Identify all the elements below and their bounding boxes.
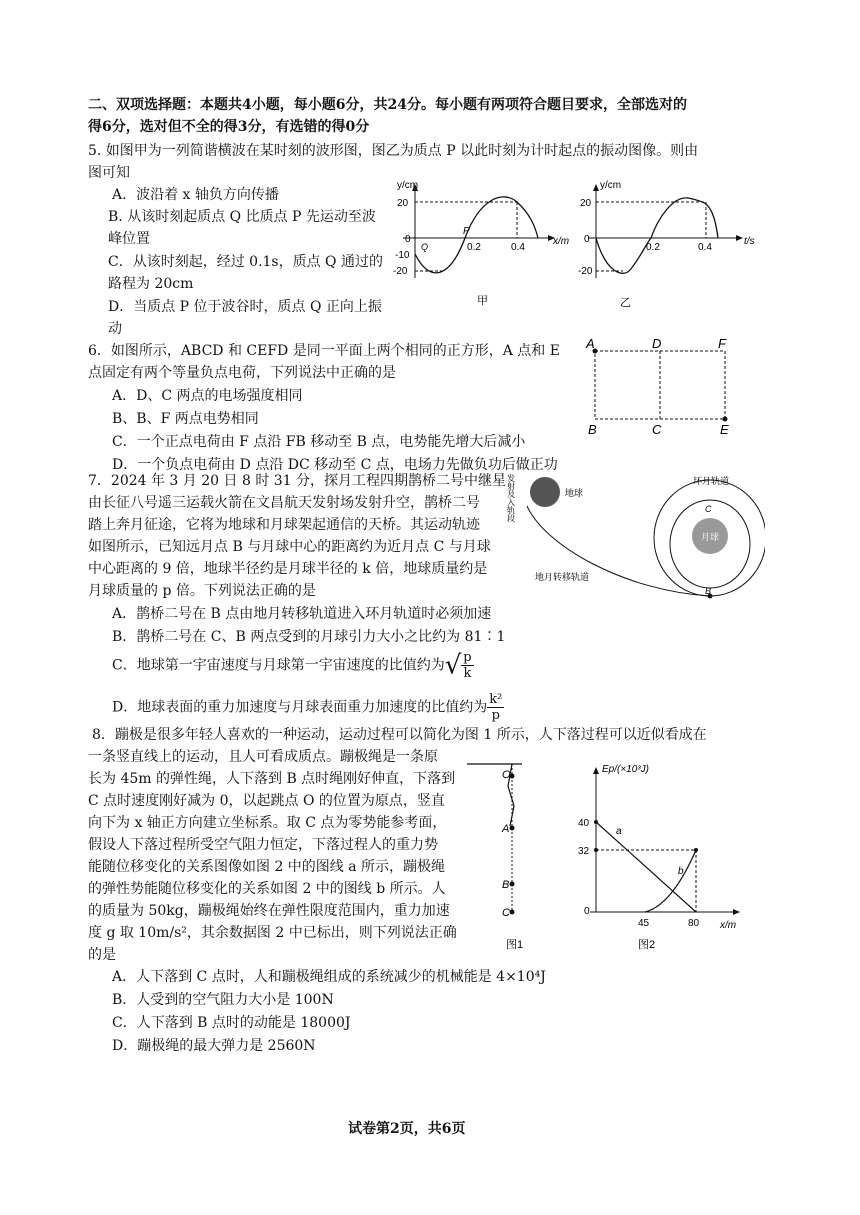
q7-label-c: C [705,504,712,514]
q7-label-b: B [705,586,712,596]
q6-option-b: B、B、F 两点电势相同 [112,411,259,427]
wave-graph-jia [385,178,575,308]
q7-earth-label: 地球 [565,488,584,498]
yi-tick-0: 0 [584,234,590,245]
q8-line3: 长为 45m 的弹性绳，人下落到 B 点时绳刚好伸直，下落到 [88,771,456,787]
q8-fig2-xlabel: x/m [720,920,737,931]
q6-stem-line2: 点固定有两个等量负点电荷，下列说法中正确的是 [88,365,396,381]
q5-option-a: A．波沿着 x 轴负方向传播 [112,187,279,203]
q6-label-e: E [720,422,729,436]
jia-xlabel: x/m [553,236,570,247]
q8-fig1-label-o: O [502,769,511,781]
q6-stem-line1: 6．如图所示，ABCD 和 CEFD 是同一平面上两个相同的正方形，A 点和 E [88,343,560,359]
q8-line11: 的是 [88,947,116,963]
q8-fig2-label-a: a [616,826,622,837]
q8-line4: C 点时速度刚好减为 0，以起跳点 O 的位置为原点，竖直 [88,793,445,809]
q8-fig2-tick-80: 80 [688,918,700,929]
q7-line2: 由长征八号遥三运载火箭在文昌航天发射场发射升空，鹊桥二号 [88,495,480,511]
q7-ring-orbit-label: 环月轨道 [693,476,730,486]
q6-option-d: D．一个负点电荷由 D 点沿 DC 移动至 C 点，电场力先做负功后做正功 [112,457,558,473]
q7-launch-label: 发射及入轨段 [506,474,516,522]
jia-ylabel: y/cm [397,180,419,191]
yi-tick-04: 0.4 [698,242,712,253]
q8-line5: 向下为 x 轴正方向建立坐标系。取 C 点为零势能参考面， [88,815,447,831]
jia-point-p: P [463,226,470,237]
yi-tick-20: 20 [580,198,592,209]
q8-line7: 能随位移变化的关系图像如图 2 中的图线 a 所示，蹦极绳 [88,859,446,875]
yi-vibration-curve [596,198,718,273]
q7-option-c: C．地球第一宇宙速度与月球第一宇宙速度的比值约为√ $\frac{p}{k}$ [112,650,472,681]
q6-option-a: A．D、C 两点的电场强度相同 [112,388,303,404]
q6-label-a: A [586,336,595,351]
q7-option-d-frac: $\frac{\text{k²}}{p}$ [489,692,503,723]
q8-option-b: B．人受到的空气阻力大小是 100N [112,992,334,1008]
q5-option-d-line1: D．当质点 P 位于波谷时，质点 Q 正向上振 [108,299,382,315]
q8-fig2-tick-0: 0 [584,906,590,917]
q8-option-d: D．蹦极绳的最大弹力是 2560N [112,1038,316,1054]
q7-option-c-text: C．地球第一宇宙速度与月球第一宇宙速度的比值约为 [112,657,445,674]
q8-fig1-caption: 图1 [506,939,524,951]
q6-label-b: B [588,422,597,436]
section-header-line1: 二、双项选择题：本题共4小题，每小题6分，共24分。每小题有两项符合题目要求，全部选对的 [88,97,687,113]
q8-fig2-caption: 图2 [638,939,656,951]
jia-tick-0: 0 [405,234,411,245]
jia-caption: 甲 [477,295,488,307]
q7-line3: 踏上奔月征途，它将为地球和月球架起通信的天桥。其运动轨迹 [88,517,480,533]
q7-line5: 中心距离的 9 倍，地球半径约是月球半径的 k 倍，地球质量约是 [88,561,488,577]
q8-fig2-tick-32: 32 [578,846,590,857]
q5-stem-line2: 图可知 [88,165,130,181]
page-footer: 试卷第2页，共6页 [348,1121,466,1137]
q7-line6: 月球质量的 p 倍。下列说法正确的是 [88,583,316,599]
q8-fig1-label-a: A [502,823,510,835]
q6-label-d: D [652,336,662,351]
q8-line8: 的弹性势能随位移变化的关系如图 2 中的图线 b 所示。人 [88,881,446,897]
q8-fig2-tick-45: 45 [638,918,650,929]
q5-option-d-line2: 动 [108,321,122,337]
q7-transfer-orbit-label: 地月转移轨道 [535,572,590,582]
jia-wave-curve [415,197,538,273]
jia-tick-m20: -20 [393,266,408,277]
vibration-graph-yi [578,178,768,308]
q5-option-b-line2: 峰位置 [108,231,150,247]
q5-stem-line1: 5. 如图甲为一列简谐横波在某时刻的波形图，图乙为质点 P 以此时刻为计时起点的振动图像。则由 [88,143,699,159]
q7-line1: 7．2024 年 3 月 20 日 8 时 31 分，探月工程四期鹊桥二号中继星 [88,473,507,489]
q8-line1: 8．蹦极是很多年轻人喜欢的一种运动，运动过程可以简化为图 1 所示，人下落过程可以近似看成在 [92,727,707,743]
yi-ylabel: y/cm [600,180,622,191]
yi-caption: 乙 [620,297,631,308]
q8-fig1-bungee [462,756,562,956]
q6-squares-diagram [580,336,750,436]
q7-option-a: A．鹊桥二号在 B 点由地月转移轨道进入环月轨道时必须加速 [112,606,492,622]
q8-option-a: A．人下落到 C 点时，人和蹦极绳组成的系统减少的机械能是 4×10⁴J [112,969,546,985]
jia-tick-20: 20 [397,198,409,209]
q7-moon-label: 月球 [701,532,720,542]
q8-fig1-label-c: C [502,907,510,919]
q6-label-c: C [652,422,662,436]
q7-option-d [112,692,504,723]
q7-transfer-path [527,506,710,596]
q8-option-c: C．人下落到 B 点时的动能是 18000J [112,1015,351,1031]
q5-option-b-line1: B. 从该时刻起质点 Q 比质点 P 先运动至波 [108,209,376,225]
q5-option-c-line1: C．从该时刻起，经过 0.1s，质点 Q 通过的 [108,254,383,270]
q8-fig2-ylabel: Ep/(×10³J) [602,764,649,775]
earth-icon [530,477,560,507]
q8-line9: 的质量为 50kg，蹦极绳始终在弹性限度范围内，重力加速 [88,903,450,919]
yi-tick-02: 0.2 [646,242,660,253]
jia-tick-02: 0.2 [467,242,481,253]
q8-fig2-line-b [645,850,696,912]
q8-fig1-label-b: B [502,879,510,891]
jia-tick-04: 0.4 [511,242,525,253]
jia-tick-m10: -10 [395,250,410,261]
q6-option-c: C．一个正点电荷由 F 点沿 FB 移动至 B 点，电势能先增大后减小 [112,434,526,450]
q8-line10: 度 g 取 10m/s²，其余数据图 2 中已标出，则下列说法正确 [88,925,457,941]
q6-label-f: F [718,336,726,351]
q8-fig2-energy-graph [570,762,760,957]
q7-option-c-frac: $\frac{p}{k}$ [463,650,472,681]
jia-point-q: Q [421,242,429,252]
q7-line4: 如图所示，已知远月点 B 与月球中心的距离约为近月点 C 与月球 [88,539,491,555]
q7-option-d-text: D．地球表面的重力加速度与月球表面重力加速度的比值约为 [112,699,488,716]
q8-fig2-label-b: b [678,866,684,877]
yi-tick-m20: -20 [578,266,593,277]
q8-line2: 一条竖直线上的运动，且人可看成质点。蹦极绳是一条原 [88,749,438,765]
yi-xlabel: t/s [744,236,755,247]
q5-option-c-line2: 路程为 20cm [108,276,194,292]
q8-line6: 假设人下落过程所受空气阻力恒定，下落过程人的重力势 [88,837,438,853]
q7-option-b: B．鹊桥二号在 C、B 两点受到的月球引力大小之比约为 81∶1 [112,629,506,645]
section-header-line2: 得6分，选对但不全的得3分，有选错的得0分 [88,119,370,135]
q7-orbit-diagram [505,466,765,606]
q8-fig2-tick-40: 40 [578,818,590,829]
